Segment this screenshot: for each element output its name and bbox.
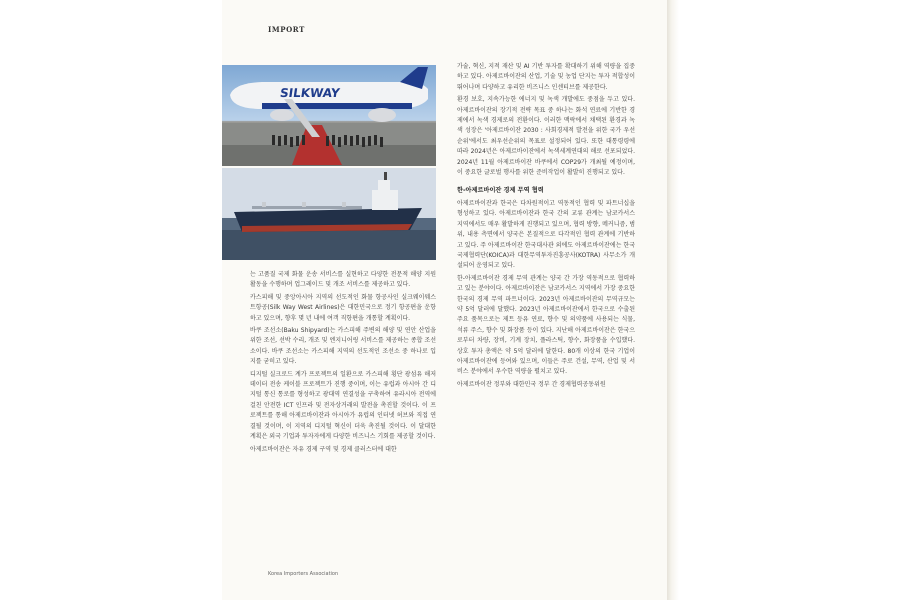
page-edge bbox=[667, 0, 679, 600]
right-text-column bbox=[457, 62, 635, 392]
section-label: IMPORT bbox=[268, 25, 305, 34]
section-subheading: 한-아제르바이잔 경제 무역 협력 bbox=[457, 187, 544, 195]
paragraph: 는 고품질 국제 화물 운송 서비스를 실현하고 다양한 전문적 해양 지원 활동을 수행하며 업그레이드 및 개조 서비스를 제공하고 있다. bbox=[250, 271, 436, 289]
page-footer: Korea Importers Association bbox=[268, 571, 339, 577]
paragraph: 아제르바이잔은 자유 경제 구역 및 경제 클러스터에 대한 bbox=[250, 445, 397, 453]
paragraph: 한-아제르바이잔 경제 무역 관계는 양국 간 가장 역동적으로 협력하고 있는 분야이다. 아제르바이잔은 남코카서스 지역에서 가장 중요한 한국의 경제 무역 파트너이다. 2023년 아제르바이잔의 무역규모는 약 5억 달러에 달했다. 2023년 아제르바이잔에서 한국으로 수출된 주요 품목으로는 제트 등유 연료, 향수 및 의약품에 사용되는 식물, 석류 주스, 향수 및 화장품 등이 있다. 지난해 아제르바이잔은 한국으로부터 차량, 장비, 기계 장치, 플라스틱, 향수, 화장품을 수입했다. 상호 투자 총액은 약 5억 달러에 달한다. 80개 이상의 한국 기업이 아제르바이잔에 등여와 있으며, 이들은 주로 건설, 무역, 산업 및 서비스 분야에서 우수한 역량을 펼치고 있다. bbox=[457, 274, 635, 376]
paragraph: 디지털 실크로드 계가 프로젝트의 일환으로 카스피해 횡단 광섬유 해저 데이터 전송 케이블 프로젝트가 진행 중이며, 이는 유럽과 아시아 간 디지털 통신 통로를 형성하고 광대역 연결성을 구축하여 유라시아 전역에 걸친 안전한 ICT 인프라 및 전자상거래의 발전을 촉진할 것이다. 이 프로젝트를 통해 아제르바이잔과 아시아가 유럽의 인터넷 허브와 직접 연결될 것이며, 이 지역의 디지털 혁신이 더욱 촉진될 것이다. 이 달대한 계획은 외국 기업과 투자자에게 다양한 비즈니스 기회를 제공할 것이다. bbox=[250, 370, 436, 441]
paragraph: 아제르바이잔과 한국은 다차원적이고 역동적인 협력 및 파트너십을 형성하고 있다. 아제르바이잔과 한국 간의 교류 관계는 남코카서스 지역에서도 매우 활발하게 진행되고 있으며, 협력 방향, 메커니즘, 범위, 내용 측면에서 양국은 본질적으로 다각적인 협력 관계에 기반하고 있다. 주 아제르바이잔 한국대사관 외에도 아제르바이잔에는 한국국제협력단(KOICA)과 대한무역투자진흥공사(KOTRA) 사무소가 개설되어 운영되고 있다. bbox=[457, 199, 635, 270]
paragraph: 가술, 혁신, 지적 재산 및 AI 기반 투자를 확대하기 위해 역량을 집중하고 있다. 아제르바이잔의 산업, 기술 및 농업 단지는 투자 적합성이 뛰어나며 다양하고 유리한 비즈니스 인센티브를 제공한다. bbox=[457, 63, 635, 91]
paragraph: 아제르바이잔 정부와 대한민국 정부 간 경제협력공동위원 bbox=[457, 380, 606, 388]
paragraph: 바쿠 조선소(Baku Shipyard)는 카스피해 주변의 해양 및 연안 산업을 위한 조선, 선박 수리, 개조 및 엔지니어링 서비스를 제공하는 종합 조선소이다. 바쿠 조선소는 카스피해 지역의 선도적인 조선소 중 하나로 입지를 굳히고 있다. bbox=[250, 327, 436, 366]
paragraph: 환경 보호, 지속가능한 에너지 및 녹색 개발에도 중점을 두고 있다. 아제르바이잔의 장기적 전략 목표 중 하나는 화석 연료에 기반한 경제에서 녹색 경제로의 전환이다. 이러한 맥락에서 채택된 환경과 녹색 성장은 '아제르바이잔 2030 : 사회경제적 발전을 위한 국가 우선순위'에서도 최우선순위의 목표로 설정되어 있다. 또한 대통령령에 따라 2024년은 아제르바이잔에서 녹색세계연대의 해로 선포되었다. 2024년 11월 아제르바이잔 바쿠에서 COP29가 개최될 예정이며, 이 중요한 글로벌 행사를 위한 준비작업이 활발히 진행되고 있다. bbox=[457, 96, 635, 177]
left-text-column bbox=[250, 270, 436, 457]
paragraph: 카스피해 및 중앙아시아 지역의 선도적인 화물 항공사인 실크웨이웨스트항공(Silk Way West Airlines)은 대한민국으로 정기 항공편을 운항하고 있으며, 향후 몇 년 내에 여객 직항편을 개통할 계획이다. bbox=[250, 293, 436, 322]
airplane-photo bbox=[222, 65, 436, 166]
airplane-livery-text: SILKWAY bbox=[279, 86, 341, 100]
ship-photo bbox=[222, 168, 436, 260]
